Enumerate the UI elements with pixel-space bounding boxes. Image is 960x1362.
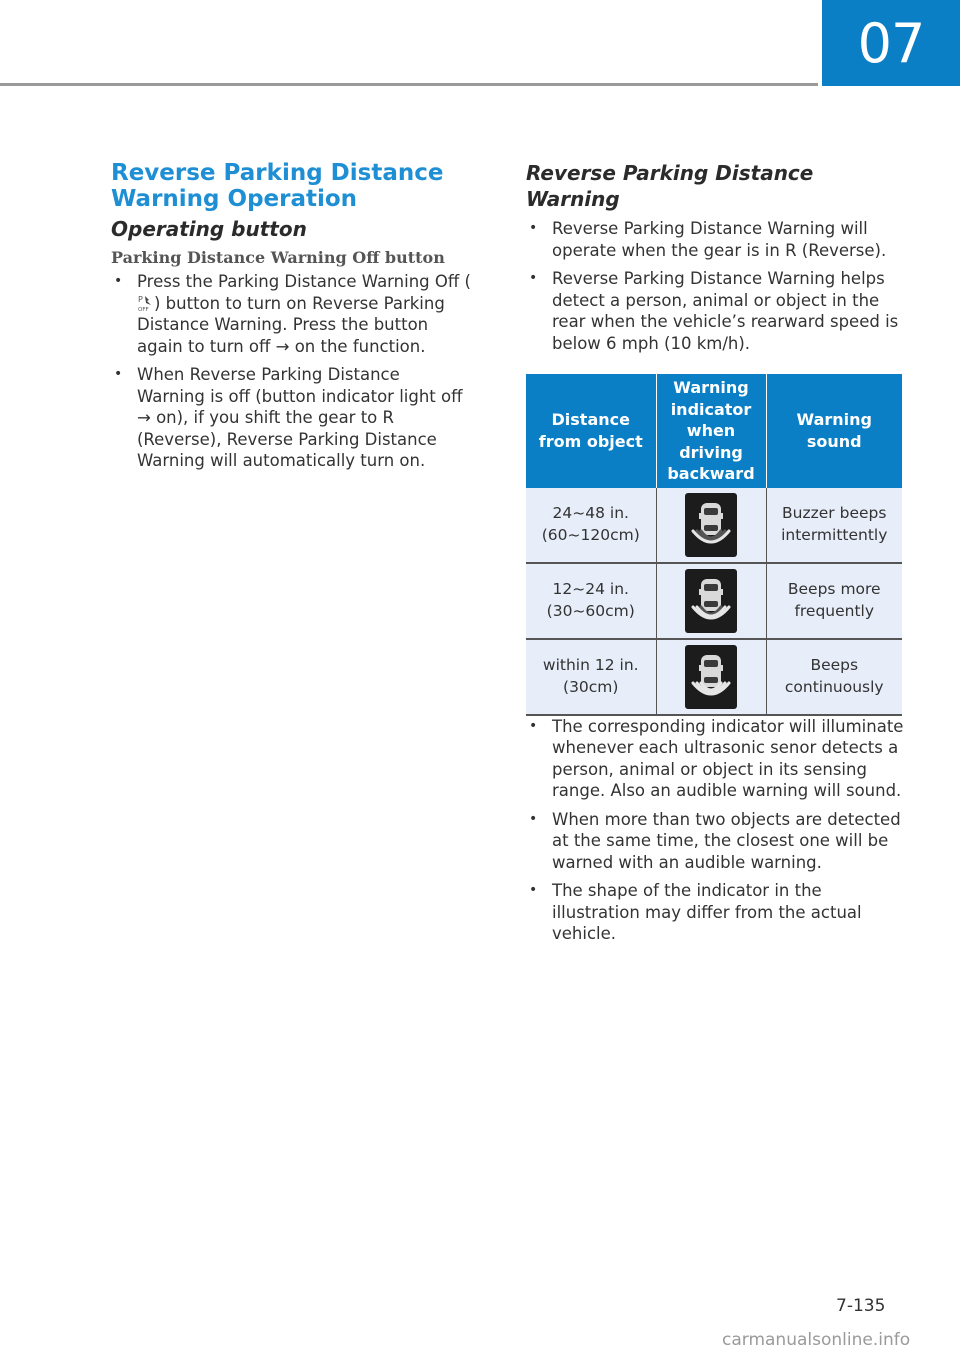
right-bottom-bullet-list — [526, 716, 906, 945]
table-row — [526, 639, 902, 715]
right-column — [526, 160, 906, 952]
left-column — [111, 160, 471, 479]
left-bullet-list — [111, 271, 471, 472]
svg-text:OFF: OFF — [138, 306, 149, 312]
warning-table — [526, 374, 902, 716]
col-header-indicator: Warning indicator when driving backward — [656, 374, 766, 488]
sound-cell: Beeps more frequently — [766, 563, 902, 639]
list-item: • The shape of the indicator in the illustration may differ from the actual vehicle. — [526, 880, 906, 945]
distance-cell: 24~48 in. (60~120cm) — [526, 488, 656, 563]
table-row — [526, 488, 902, 563]
distance-cell: 12~24 in. (30~60cm) — [526, 563, 656, 639]
right-top-bullet-list — [526, 218, 906, 354]
list-item: • When more than two objects are detected at the same time, the closest one will be warned with an audible warning. — [526, 809, 906, 874]
page-number: 7-135 — [836, 1296, 886, 1316]
section-title: Reverse Parking Distance Warning Operation — [111, 160, 444, 212]
rear-sensor-indicator-icon — [685, 645, 737, 709]
chapter-tab: 07 — [822, 0, 960, 86]
table-row — [526, 563, 902, 639]
list-item: • The corresponding indicator will illuminate whenever each ultrasonic senor detects a person, animal or object in its sensing range. Also an audible warning will sound. — [526, 716, 906, 802]
distance-cell: within 12 in. (30cm) — [526, 639, 656, 715]
top-rule — [0, 83, 818, 86]
list-item: • Press the Parking Distance Warning Off ( P OFF ) button to turn on Reverse Parking Distance Warning. Press the button again to turn off → on the function. — [111, 271, 471, 357]
col-header-distance: Distance from object — [526, 374, 656, 488]
sound-cell: Beeps continuously — [766, 639, 902, 715]
list-item: • Reverse Parking Distance Warning helps detect a person, animal or object in the rear when the vehicle’s rearward speed is below 6 mph (10 km/h). — [526, 268, 906, 354]
list-item: • Reverse Parking Distance Warning will operate when the gear is in R (Reverse). — [526, 218, 906, 261]
rear-sensor-indicator-icon — [685, 493, 737, 557]
sound-cell: Buzzer beeps intermittently — [766, 488, 902, 563]
rear-sensor-indicator-icon — [685, 569, 737, 633]
parking-warning-off-button-icon — [137, 294, 154, 312]
right-title: Reverse Parking Distance Warning — [526, 161, 814, 211]
subheading: Operating button — [111, 217, 307, 241]
svg-text:P: P — [138, 294, 143, 304]
subsubheading: Parking Distance Warning Off button — [111, 248, 445, 267]
col-header-sound: Warning sound — [766, 374, 902, 488]
watermark: carmanualsonline.info — [722, 1330, 911, 1350]
list-item: • When Reverse Parking Distance Warning is off (button indicator light off → on), if you shift the gear to R (Reverse), Reverse Parking Distance Warning will automatically turn on. — [111, 364, 471, 472]
table-header-row — [526, 374, 902, 488]
